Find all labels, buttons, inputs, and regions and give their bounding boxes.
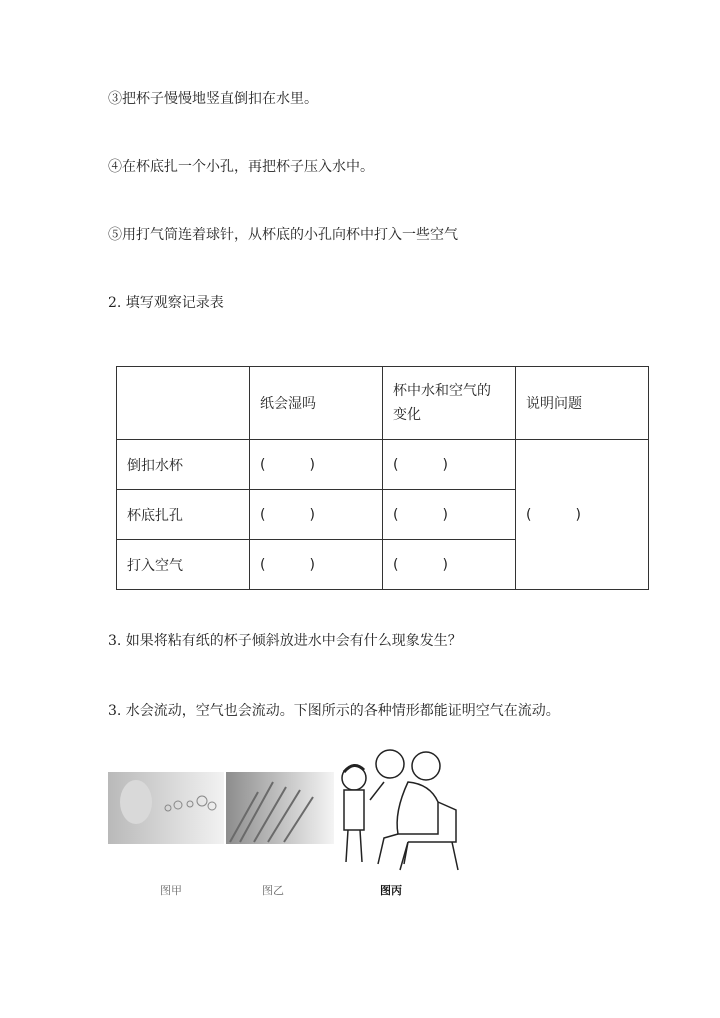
observation-table: [116, 366, 649, 590]
answer-blank[interactable]: [383, 440, 516, 490]
illustrations: [108, 742, 468, 902]
paren-open: (: [260, 506, 266, 523]
paren-close: ): [309, 556, 315, 573]
question-2-heading: 2. 填写观察记录表: [108, 295, 224, 311]
row-label: 倒扣水杯: [117, 440, 250, 490]
paren-close: ): [442, 456, 448, 473]
answer-blank-explanation[interactable]: [516, 440, 649, 590]
paren-open: (: [393, 456, 399, 473]
paren-open: (: [526, 506, 532, 523]
figure-bing-caption: 图丙: [380, 884, 402, 897]
paren-close: ): [442, 506, 448, 523]
table-header-explanation: 说明问题: [516, 367, 649, 440]
answer-blank[interactable]: [250, 440, 383, 490]
figure-jia-bubbles-image: [108, 772, 224, 844]
header-col3-line1: 杯中水和空气的: [393, 383, 491, 399]
table-header-row: [117, 367, 649, 440]
answer-blank[interactable]: [250, 540, 383, 590]
step-3-text: ③把杯子慢慢地竖直倒扣在水里。: [108, 91, 318, 107]
paren-close: ): [442, 556, 448, 573]
row-label: 打入空气: [117, 540, 250, 590]
figure-yi-grass-image: [226, 772, 334, 844]
figure-bing-people-drawing: [342, 750, 458, 870]
table-header-water-air-change: [383, 367, 516, 440]
paren-open: (: [393, 506, 399, 523]
paren-close: ): [575, 506, 581, 523]
paren-close: ): [309, 456, 315, 473]
figure-jia-caption: 图甲: [160, 884, 182, 897]
answer-blank[interactable]: [250, 490, 383, 540]
paren-open: (: [260, 556, 266, 573]
table-row: [117, 440, 649, 490]
row-label: 杯底扎孔: [117, 490, 250, 540]
paren-open: (: [260, 456, 266, 473]
step-5-text: ⑤用打气筒连着球针，从杯底的小孔向杯中打入一些空气: [108, 227, 458, 243]
answer-blank[interactable]: [383, 540, 516, 590]
paren-close: ): [309, 506, 315, 523]
header-col3-line2: 变化: [393, 407, 421, 423]
answer-blank[interactable]: [383, 490, 516, 540]
paren-open: (: [393, 556, 399, 573]
step-4-text: ④在杯底扎一个小孔，再把杯子压入水中。: [108, 159, 374, 175]
question-3-tilted-cup: 3. 如果将粘有纸的杯子倾斜放进水中会有什么现象发生？: [108, 633, 462, 649]
table-header-paper-wet: 纸会湿吗: [250, 367, 383, 440]
question-3-air-flow: 3. 水会流动，空气也会流动。下图所示的各种情形都能证明空气在流动。: [108, 703, 560, 719]
table-header-empty: [117, 367, 250, 440]
figure-yi-caption: 图乙: [262, 884, 284, 897]
